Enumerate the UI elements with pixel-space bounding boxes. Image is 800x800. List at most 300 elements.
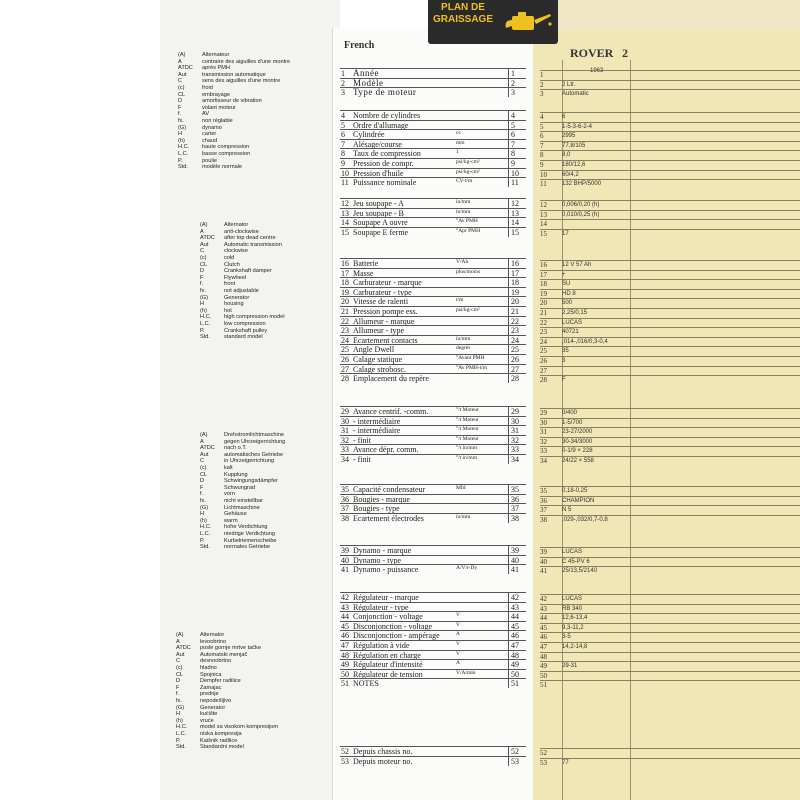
- row-label: - finit: [353, 455, 371, 464]
- legend-meaning: nach o.T.: [224, 445, 247, 452]
- yellow-year: 1963: [590, 68, 604, 74]
- row-number: 13: [341, 208, 349, 218]
- row-unit: °/t Moteur: [456, 426, 479, 433]
- legend-meaning: automatisches Getriebe: [224, 451, 284, 458]
- row-number: 18: [341, 278, 349, 288]
- legend-meaning: gegen Uhrzeigerrichtung: [224, 438, 286, 445]
- row-number: 24: [341, 335, 349, 345]
- legend-meaning: front: [224, 281, 236, 288]
- row-label: Batterie: [353, 259, 379, 268]
- legend-entry: [200, 262, 285, 269]
- row-number: 23: [341, 326, 349, 336]
- parameter-row: [340, 277, 526, 287]
- yellow-row-value: 6: [562, 114, 566, 120]
- row-label: Emplacement du repère: [353, 374, 429, 384]
- row-number: 2: [341, 78, 345, 88]
- legend-meaning: Schwingungsdämpfer: [224, 478, 278, 485]
- row-label: - intermédiaire: [353, 426, 401, 436]
- yellow-row: [540, 170, 800, 180]
- legend-abbreviation: P.: [178, 157, 183, 164]
- row-label: Masse: [353, 268, 374, 278]
- row-number: 7: [341, 139, 345, 149]
- yellow-row-value: LUCAS: [562, 319, 583, 326]
- row-label: Puissance nominale: [353, 178, 417, 188]
- legend-abbreviation: fx.: [176, 697, 182, 704]
- yellow-row-number: 22: [540, 318, 547, 327]
- yellow-row-number: 35: [540, 487, 547, 495]
- legend-entry: [200, 235, 285, 242]
- yellow-row-value: 2 Ltr.: [562, 81, 576, 88]
- row-label: Année: [353, 68, 379, 78]
- parameter-row: [340, 555, 526, 565]
- yellow-row-value: 1-5-3-6-2-4: [562, 123, 593, 130]
- parameter-row: [340, 306, 526, 316]
- parameter-row: [340, 640, 526, 650]
- legend-meaning: standard model: [224, 334, 263, 341]
- parameter-row: [340, 503, 526, 513]
- yellow-row-number: 43: [540, 604, 547, 613]
- legend-meaning: chaud: [202, 137, 218, 144]
- row-unit: in/mm: [456, 208, 471, 215]
- row-unit: plus/moins: [456, 268, 481, 275]
- parameter-row: [340, 129, 526, 139]
- row-label: Dynamo - marque: [353, 546, 412, 555]
- yellow-row: [540, 408, 800, 418]
- row-number-right: 7: [508, 140, 525, 149]
- row-number-right: 49: [508, 660, 525, 669]
- yellow-row-value: 23-27/2000: [562, 429, 593, 436]
- parameter-row: [340, 592, 526, 602]
- legend-entry: [200, 295, 285, 302]
- row-number: 49: [341, 660, 349, 670]
- yellow-row: [540, 80, 800, 90]
- yellow-row-value: SU: [562, 281, 571, 288]
- yellow-row-value: 12 V 57 Ah: [562, 262, 592, 268]
- yellow-row-number: 2: [540, 80, 544, 89]
- row-label: Avance centrif. -comm.: [353, 407, 429, 416]
- row-unit: °Av PMH-t/m: [456, 364, 487, 371]
- legend-abbreviation: P.: [200, 537, 205, 544]
- parameter-row: [340, 354, 526, 364]
- yellow-row-number: 5: [540, 122, 544, 131]
- legend-meaning: nepodešljivo: [200, 697, 232, 704]
- legend-meaning: cold: [224, 254, 235, 261]
- yellow-row-number: 14: [540, 220, 547, 229]
- legend-entry: [178, 118, 290, 125]
- row-number-right: 27: [508, 365, 525, 374]
- legend-entry: [200, 538, 285, 545]
- legend-meaning: Flywheel: [224, 274, 247, 281]
- yellow-row-number: 32: [540, 437, 547, 446]
- yellow-row-number: 53: [540, 758, 547, 767]
- yellow-row-number: 42: [540, 595, 547, 603]
- yellow-row-number: 48: [540, 652, 547, 661]
- yellow-row: [540, 486, 800, 496]
- row-label: Régulation en charge: [353, 650, 421, 660]
- legend-abbreviation: C: [178, 78, 183, 85]
- legend-meaning: warm: [224, 517, 238, 524]
- legend-abbreviation: A: [176, 638, 180, 645]
- legend-entry: [200, 229, 285, 236]
- parameter-row: [340, 177, 526, 187]
- legend-abbreviation: F: [200, 484, 204, 491]
- row-unit: °Avant PMH: [456, 355, 485, 361]
- row-unit: V: [456, 650, 460, 657]
- yellow-row-number: 40: [540, 557, 547, 566]
- row-number-right: 18: [508, 278, 525, 287]
- legend-abbreviation: L.C.: [178, 150, 189, 157]
- legend-abbreviation: (A): [200, 222, 208, 228]
- yellow-row: [540, 604, 800, 614]
- legend-meaning: levoobrtno: [200, 638, 227, 645]
- legend-entry: [176, 691, 278, 698]
- row-unit: A/V/t-Dy: [456, 565, 478, 572]
- legend-entry: [200, 544, 285, 551]
- yellow-row-number: 15: [540, 229, 547, 238]
- row-number: 52: [341, 747, 349, 756]
- yellow-row-number: 12: [540, 201, 547, 209]
- row-number-right: 23: [508, 326, 525, 335]
- row-number-right: 46: [508, 631, 525, 640]
- yellow-row-number: 38: [540, 515, 547, 524]
- legend-abbreviation: ATDC: [200, 445, 215, 452]
- legend-entry: [200, 478, 285, 485]
- yellow-row-number: 28: [540, 376, 547, 385]
- legend-meaning: vruće: [200, 717, 214, 724]
- legend-abbreviation: C: [200, 248, 205, 255]
- row-label: Régulateur de tension: [353, 669, 423, 679]
- row-label: - finit: [353, 435, 371, 445]
- parameter-row: [340, 208, 526, 218]
- yellow-row-value: 2995: [562, 133, 576, 140]
- yellow-row: [540, 289, 800, 299]
- legend-meaning: Standardni model: [200, 744, 244, 751]
- row-number: 38: [341, 513, 349, 523]
- legend-abbreviation: f.: [200, 491, 204, 498]
- row-number-right: 12: [508, 199, 525, 208]
- yellow-row-number: 1: [540, 71, 544, 79]
- yellow-row-number: 11: [540, 180, 547, 189]
- legend-abbreviation: ATDC: [178, 65, 193, 72]
- legend-abbreviation: (c): [178, 84, 185, 91]
- yellow-row-value: 0/400: [562, 410, 578, 416]
- yellow-row-value: 25/13,5/2140: [562, 568, 598, 575]
- yellow-row-number: 46: [540, 633, 547, 642]
- legend-entry: [176, 698, 278, 705]
- legend-abbreviation: (G): [178, 124, 187, 131]
- row-number-right: 28: [508, 374, 525, 383]
- row-label: Capacité condensateur: [353, 485, 426, 494]
- legend-entry: [200, 505, 285, 512]
- parameter-row: [340, 373, 526, 383]
- parameter-row: [340, 416, 526, 426]
- row-number: 33: [341, 445, 349, 455]
- yellow-row: [540, 122, 800, 132]
- row-label: Modèle: [353, 77, 384, 88]
- row-unit: psi/kg-cm²: [456, 159, 480, 165]
- parameter-row: [340, 545, 526, 555]
- row-number-right: 26: [508, 355, 525, 364]
- logo-text: PLAN DE GRAISSAGE: [432, 2, 493, 25]
- parameter-row: [340, 68, 526, 78]
- legend-meaning: embrayage: [202, 91, 230, 98]
- legend-abbreviation: (h): [176, 717, 183, 724]
- row-number: 50: [341, 669, 349, 679]
- legend-entry: [176, 658, 278, 665]
- sheet-language-label: French: [344, 40, 375, 51]
- row-number: 20: [341, 297, 349, 307]
- parameter-row: [340, 268, 526, 278]
- row-label: Régulation à vide: [353, 641, 410, 650]
- row-unit: A: [456, 631, 460, 638]
- yellow-row: [540, 260, 800, 270]
- legend-abbreviation: F: [200, 274, 204, 281]
- legend-meaning: sens des aiguilles d'une montre: [202, 78, 281, 85]
- yellow-row: [540, 623, 800, 633]
- legend-entry: [176, 672, 278, 679]
- yellow-row: [540, 515, 800, 525]
- parameter-row: [340, 602, 526, 612]
- yellow-sheet-title: ROVER: [570, 46, 614, 60]
- row-number-right: 16: [508, 259, 525, 268]
- yellow-row: [540, 427, 800, 437]
- parameter-row: [340, 513, 526, 523]
- yellow-row-value: 17: [562, 230, 569, 237]
- row-label: Carburateur - type: [353, 287, 412, 297]
- legend-croatian: [176, 632, 278, 751]
- legend-entry: [200, 328, 285, 335]
- row-number-right: 14: [508, 218, 525, 227]
- yellow-row: [540, 160, 800, 170]
- legend-meaning: Zamajac: [200, 684, 222, 691]
- legend-abbreviation: (h): [200, 517, 207, 524]
- parameter-row: [340, 611, 526, 621]
- parameter-row: [340, 344, 526, 354]
- parameter-row: [340, 435, 526, 445]
- legend-abbreviation: D: [176, 678, 181, 685]
- yellow-row: [540, 594, 800, 604]
- legend-meaning: not adjustable: [224, 287, 259, 294]
- row-number-right: 20: [508, 297, 525, 306]
- parameter-row: [340, 325, 526, 335]
- row-number: 10: [341, 168, 349, 178]
- legend-abbreviation: Std.: [178, 164, 188, 171]
- legend-meaning: Automatic transmission: [224, 241, 282, 248]
- row-number-right: 11: [508, 178, 525, 187]
- row-number: 30: [341, 416, 349, 426]
- legend-meaning: Clutch: [224, 261, 240, 268]
- legend-french: [178, 52, 290, 171]
- parameter-row: [340, 148, 526, 158]
- legend-abbreviation: P.: [176, 737, 181, 744]
- legend-abbreviation: H.C.: [176, 724, 188, 731]
- row-number: 12: [341, 199, 349, 208]
- legend-entry: [200, 524, 285, 531]
- row-label: Conjonction - voltage: [353, 612, 423, 622]
- row-number: 19: [341, 287, 349, 297]
- yellow-row-number: 16: [540, 261, 547, 269]
- row-number: 46: [341, 631, 349, 641]
- yellow-row: [540, 652, 800, 662]
- row-unit: degrés: [456, 345, 471, 352]
- legend-abbreviation: CL: [200, 261, 208, 268]
- row-number: 5: [341, 120, 345, 130]
- row-unit: in/mm: [456, 513, 471, 520]
- legend-abbreviation: D: [178, 98, 183, 105]
- yellow-row: [540, 279, 800, 289]
- yellow-row-number: 13: [540, 210, 547, 219]
- legend-entry: [200, 281, 285, 288]
- row-number: 36: [341, 494, 349, 504]
- legend-entry: [200, 308, 285, 315]
- legend-meaning: haute compression: [202, 144, 250, 151]
- row-number: 6: [341, 130, 345, 140]
- legend-entry: [176, 685, 278, 692]
- yellow-row: [540, 219, 800, 229]
- yellow-row: [540, 661, 800, 671]
- parameter-row: [340, 316, 526, 326]
- yellow-row-number: 6: [540, 132, 544, 141]
- legend-entry: [178, 72, 290, 79]
- legend-entry: [176, 652, 278, 659]
- row-number: 14: [341, 218, 349, 228]
- row-number-right: 31: [508, 426, 525, 435]
- legend-entry: [200, 275, 285, 282]
- row-number-right: 48: [508, 651, 525, 660]
- yellow-row-number: 33: [540, 447, 547, 456]
- legend-entry: [200, 445, 285, 452]
- yellow-row: [540, 327, 800, 337]
- row-number: 34: [341, 455, 349, 464]
- row-number: 11: [341, 178, 349, 188]
- row-label: Ordre d'allumage: [353, 120, 409, 130]
- legend-abbreviation: F: [176, 684, 180, 691]
- row-number-right: 52: [508, 747, 525, 756]
- parameter-row: [340, 564, 526, 574]
- legend-entry: [178, 52, 290, 59]
- legend-meaning: kalt: [224, 464, 233, 471]
- legend-meaning: anti-clockwise: [224, 228, 259, 235]
- yellow-row: [540, 131, 800, 141]
- row-number: 15: [341, 227, 349, 237]
- legend-meaning: clockwise: [224, 248, 248, 255]
- row-number-right: 50: [508, 670, 525, 679]
- row-label: - intermédiaire: [353, 416, 401, 426]
- yellow-row: [540, 366, 800, 376]
- yellow-row: [540, 229, 800, 239]
- yellow-row-value: 2,25/0,15: [562, 310, 588, 316]
- yellow-row-value: 29-31: [562, 663, 578, 670]
- row-label: Allumeur - marque: [353, 316, 415, 326]
- row-number-right: 24: [508, 336, 525, 345]
- row-number-right: 51: [508, 679, 525, 688]
- row-number: 29: [341, 407, 349, 416]
- yellow-row-value: C 45-PV 6: [562, 558, 590, 565]
- row-number: 53: [341, 756, 349, 766]
- yellow-row-number: 52: [540, 749, 547, 757]
- legend-meaning: dynamo: [202, 124, 222, 131]
- parameter-row: [340, 621, 526, 631]
- yellow-row-number: 4: [540, 113, 544, 121]
- legend-abbreviation: C: [200, 458, 205, 465]
- yellow-row-value: RB 340: [562, 605, 583, 612]
- row-label: Pression pompe ess.: [353, 307, 418, 316]
- legend-meaning: Generator: [200, 704, 226, 711]
- legend-meaning: in Uhrzeigerrichtung: [224, 458, 275, 465]
- yellow-row: [540, 112, 800, 122]
- legend-meaning: après PMH: [202, 65, 230, 72]
- yellow-row-value: 180/12,6: [562, 162, 586, 168]
- yellow-row-value: 40721: [562, 329, 579, 336]
- legend-abbreviation: D: [200, 478, 205, 485]
- legend-entry: [178, 65, 290, 72]
- yellow-row-number: 37: [540, 506, 547, 515]
- yellow-row-number: 25: [540, 347, 547, 356]
- yellow-row-number: 47: [540, 643, 547, 651]
- legend-entry: [178, 92, 290, 99]
- parameter-row: [340, 296, 526, 306]
- row-number: 27: [341, 364, 349, 374]
- parameter-row: [340, 630, 526, 640]
- row-unit: °/t Moteur: [456, 407, 479, 413]
- legend-abbreviation: Aut: [176, 651, 185, 658]
- parameter-row: [340, 335, 526, 345]
- legend-meaning: Alternator: [200, 632, 225, 638]
- yellow-row-number: 21: [540, 309, 547, 317]
- legend-meaning: Automatski menjač: [200, 651, 248, 658]
- legend-abbreviation: C: [176, 658, 181, 665]
- yellow-row: [540, 613, 800, 623]
- yellow-sheet-title-number: 2: [622, 46, 628, 60]
- row-label: NOTES: [353, 679, 379, 689]
- yellow-row: [540, 200, 800, 210]
- yellow-row-number: 50: [540, 671, 547, 680]
- row-number-right: 6: [508, 130, 525, 139]
- row-number: 28: [341, 374, 349, 384]
- legend-abbreviation: H: [200, 301, 205, 308]
- legend-entry: [176, 665, 278, 672]
- legend-meaning: normales Getriebe: [224, 544, 271, 551]
- row-number: 44: [341, 612, 349, 622]
- legend-meaning: contraire des aiguilles d'une montre: [202, 58, 291, 65]
- row-unit: V/Ah: [456, 259, 469, 265]
- yellow-row: [540, 437, 800, 447]
- yellow-row: [540, 346, 800, 356]
- yellow-row-value: 3: [562, 358, 566, 364]
- legend-abbreviation: Std.: [200, 334, 210, 341]
- legend-entry: [176, 744, 278, 751]
- row-unit: A: [456, 660, 460, 667]
- legend-meaning: Schwungrad: [224, 484, 256, 491]
- legend-meaning: poulie: [202, 157, 217, 164]
- oil-can-icon: [498, 6, 554, 38]
- row-unit: °/t Moteur: [456, 435, 479, 442]
- row-number-right: 9: [508, 159, 525, 168]
- row-unit: °/t Moteur: [456, 416, 479, 423]
- row-number-right: 32: [508, 436, 525, 445]
- yellow-row-number: 44: [540, 614, 547, 623]
- row-number-right: 44: [508, 612, 525, 621]
- row-unit: °Apr PMH: [456, 227, 481, 234]
- legend-abbreviation: D: [200, 268, 205, 275]
- row-unit: °/t in/mm: [456, 455, 477, 461]
- row-label: Avance dépr. comm.: [353, 445, 419, 455]
- row-number-right: 40: [508, 556, 525, 565]
- yellow-row: [540, 505, 800, 515]
- legend-abbreviation: (A): [176, 632, 184, 638]
- yellow-row-value: 9,3-11,2: [562, 624, 584, 631]
- parameter-row: [340, 120, 526, 130]
